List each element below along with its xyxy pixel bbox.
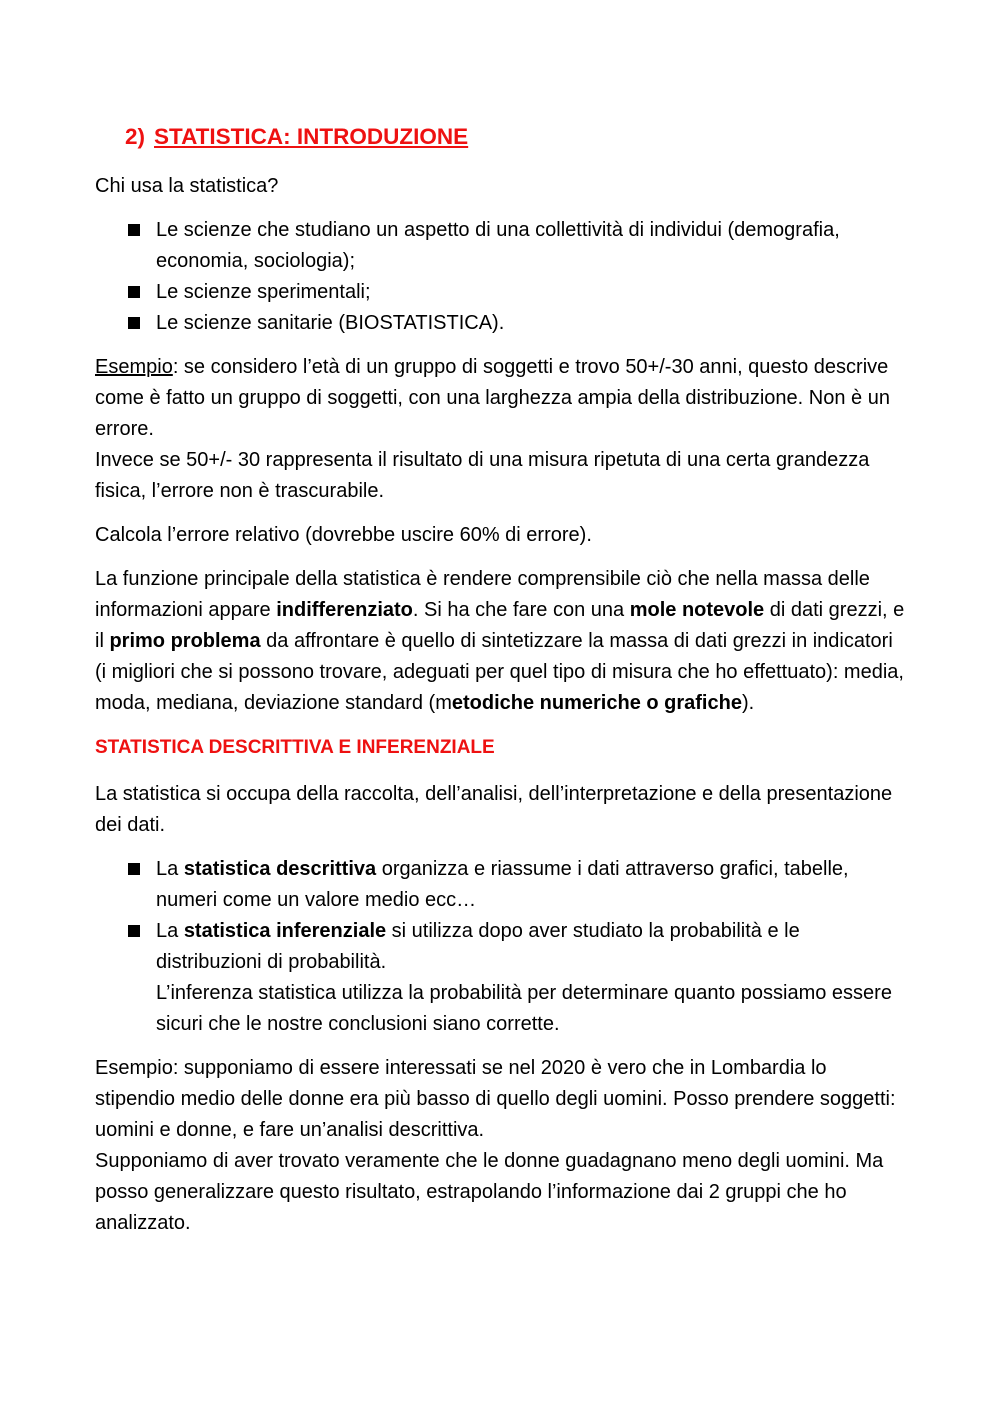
relative-error-paragraph: Calcola l’errore relativo (dovrebbe uscire 60% di errore).	[95, 524, 592, 546]
list-item: Le scienze che studiano un aspetto di una collettività di individui (demografia, economia, sociologia);	[95, 215, 905, 277]
square-bullet-icon	[128, 925, 140, 937]
question-paragraph: Chi usa la statistica?	[95, 175, 279, 197]
page-title	[125, 120, 905, 154]
example-label: Esempio	[95, 356, 173, 378]
square-bullet-icon	[128, 286, 140, 298]
section-title: STATISTICA: INTRODUZIONE	[154, 124, 469, 149]
definition-paragraph: La statistica si occupa della raccolta, dell’analisi, dell’interpretazione e della presentazione dei dati.	[95, 783, 893, 836]
list-item: La statistica inferenziale si utilizza dopo aver studiato la probabilità e le distribuzioni di probabilità. L’inferenza statistica utilizza la probabilità per determinare quanto possiamo essere sicuri che le nostre conclusioni siano corrette.	[95, 916, 905, 1040]
document-content	[95, 120, 905, 1252]
subheading: STATISTICA DESCRITTIVA E INFERENZIALE	[95, 737, 495, 758]
types-list	[95, 854, 905, 1040]
list-item: Le scienze sperimentali;	[95, 277, 905, 308]
list-item: Le scienze sanitarie (BIOSTATISTICA).	[95, 308, 905, 339]
square-bullet-icon	[128, 863, 140, 875]
square-bullet-icon	[128, 224, 140, 236]
users-list	[95, 215, 905, 339]
example-paragraph: Esempio: se considero l’età di un gruppo di soggetti e trovo 50+/-30 anni, questo descrive come è fatto un gruppo di soggetti, con una larghezza ampia della distribuzione. Non è un errore. Invece se 50+/- 30 rappresenta il risultato di una misura ripetuta di una certa grandezza fisica, l’errore non è trascurabile.	[95, 356, 890, 502]
square-bullet-icon	[128, 317, 140, 329]
main-function-paragraph: La funzione principale della statistica è rendere comprensibile ciò che nella massa delle informazioni appare indifferenziato. Si ha che fare con una mole notevole di dati grezzi, e il primo problema da affrontare è quello di sintetizzare la massa di dati grezzi in indicatori (i migliori che si possono trovare, adeguati per quel tipo di misura che ho effettuato): media, moda, mediana, deviazione standard (metodiche numeriche o grafiche).	[95, 568, 905, 714]
list-item: La statistica descrittiva organizza e riassume i dati attraverso grafici, tabelle, numeri come un valore medio ecc…	[95, 854, 905, 916]
section-number: 2)	[125, 124, 146, 149]
example2-paragraph: Esempio: supponiamo di essere interessati se nel 2020 è vero che in Lombardia lo stipendio medio delle donne era più basso di quello degli uomini. Posso prendere soggetti: uomini e donne, e fare un’analisi descrittiva. Supponiamo di aver trovato veramente che le donne guadagnano meno degli uomini. Ma posso generalizzare questo risultato, estrapolando l’informazione dai 2 gruppi che ho analizzato.	[95, 1057, 896, 1234]
